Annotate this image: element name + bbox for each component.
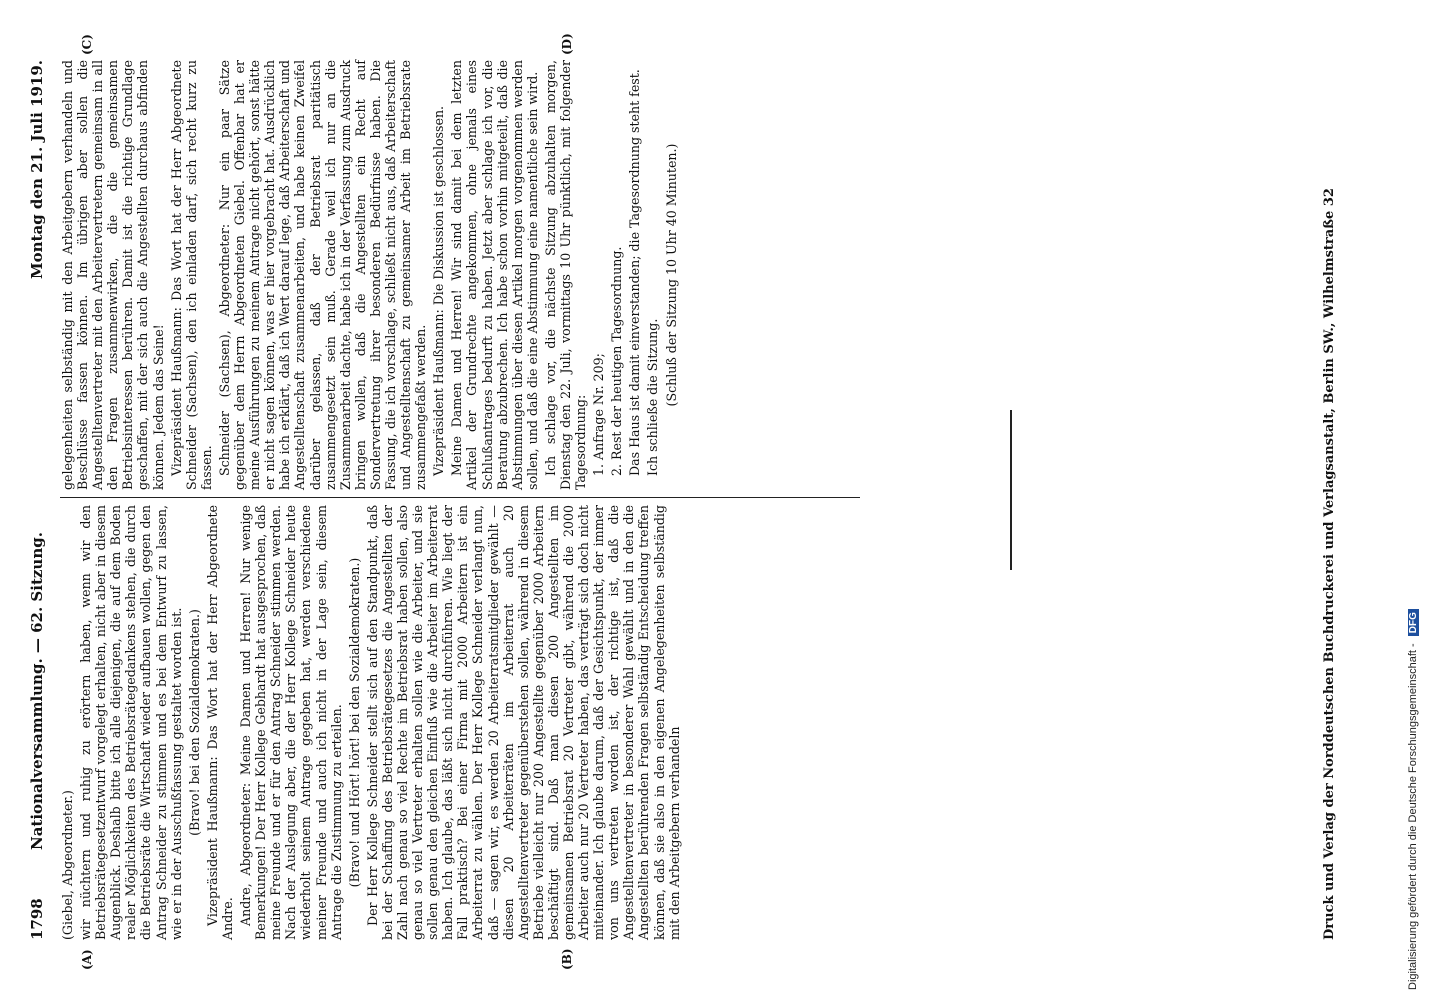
paragraph: Schneider (Sachsen), Abgeordneter: Nur ein paar Sätze gegenüber dem Herrn Abgeordneten Giebel. Offenbar hat er meine Ausführungen zu meinem Antrage nicht gehört, sonst hätte er nicht sagen können, was er hier vorgebracht hat. Ausdrücklich habe ich erklärt, daß ich Wert darauf lege, daß Arbeiterschaft und Angestelltenschaft zusammenarbeiten, und habe keinen Zweifel darüber gelassen, daß der Betriebsrat paritätisch zusammengesetzt sein muß. Gerade weil ich nur an die Zusammenarbeit dachte, habe ich in der Verfassung zum Ausdruck bringen wollen, daß die Angestellten ein Recht auf Sondervertretung ihrer besonderen Bedürfnisse haben. Die Fassung, die ich vorschlage, schließt nicht aus, daß Arbeiterschaft und Angestelltenschaft zu gemeinsamer Arbeit im Betriebsrate zusammengefaßt werden.: [216, 60, 429, 490]
paragraph: Ich schließe die Sitzung.: [645, 318, 661, 476]
paragraph: wir nüchtern und ruhig zu erörtern haben, wenn wir den Betriebsrätegesetzentwurf vorgelegt erhalten, nicht aber in diesem Augenblick. Deshalb bitte ich alle diejenigen, die auf dem Boden realer Möglichkeiten des Betriebsrätegedankens stehen, die durch die Betriebsräte die Wirtschaft wieder aufbauen wollen, gegen den Antrag Schneider zu stimmen und es bei dem Entwurf zu lassen, wie er in der Ausschußfassung gestaltet worden ist.: [78, 505, 184, 940]
margin-marker-d: (D): [560, 33, 574, 55]
header-date: Montag den 21. Juli 1919.: [28, 60, 46, 279]
running-header: [28, 60, 54, 940]
paragraph: Ich schlage vor, die nächste Sitzung abzuhalten morgen, Dienstag den 22. Juli, vormittags 10 Uhr pünktlich, mit folgender Tagesordnung:: [542, 60, 589, 490]
digitization-credit: [1407, 0, 1419, 990]
closing-note: (Schluß der Sitzung 10 Uhr 40 Minuten.): [663, 143, 679, 407]
column-divider: [60, 497, 860, 498]
agenda-item: 1. Anfrage Nr. 209;: [591, 353, 607, 476]
paragraph: Meine Damen und Herren! Wir sind damit bei dem letzten Artikel der Grundrechte angekommen, ohne jemals eines Schlußantrages bedurft zu haben. Jetzt aber schlage ich vor, die Beratung abzubrechen. Ich habe schon vorhin mitgeteilt, daß die Abstimmungen über diesen Artikel morgen vorgenommen werden sollen, und daß die eine Abstimmung eine namentliche sein wird.: [449, 60, 540, 490]
end-rule: [1010, 410, 1012, 570]
paragraph: Vizepräsident Haußmann: Das Wort hat der Herr Abgeordnete Andre.: [204, 505, 235, 940]
agenda-item: 2. Rest der heutigen Tagesordnung.: [609, 246, 625, 476]
printer-imprint: Druck und Verlag der Norddeutschen Buchdruckerei und Verlagsanstalt, Berlin SW., Wilhelmstraße 32: [1322, 188, 1337, 940]
margin-marker-b: (B): [560, 948, 574, 970]
speaker-continuation: (Giebel, Abgeordneter.): [60, 790, 75, 940]
page-number: 1798: [28, 898, 46, 940]
digitization-note: Digitalisierung gefördert durch die Deutsche Forschungsgemeinschaft -: [1407, 643, 1419, 990]
paragraph: Andre, Abgeordneter: Meine Damen und Herren! Nur wenige Bemerkungen! Der Herr Kollege Gebhardt hat ausgesprochen, daß meine Freunde und er für den Antrag Schneider stimmen werden. Nach der Auslegung aber, die der Herr Kollege Schneider heute wiederholt seinem Antrage gegeben hat, werden verschiedene meiner Freunde und auch ich nicht in der Lage sein, diesem Antrage die Zustimmung zu erteilen.: [238, 505, 344, 940]
margin-marker-c: (C): [80, 34, 94, 55]
header-title: Nationalversammlung. — 62. Sitzung.: [28, 532, 46, 850]
margin-marker-a: (A): [80, 949, 94, 970]
dfg-logo: DFG: [1408, 609, 1419, 636]
paragraph: gelegenheiten selbständig mit den Arbeitgebern verhandeln und Beschlüsse fassen können. Im übrigen aber sollen die Angestelltenvertreter mit den Arbeitervertretern gemeinsam in all den Fragen zusammenwirken, die die gemeinsamen Betriebsinteressen berühren. Damit ist die richtige Grundlage geschaffen, mit der sich auch die Angestellten durchaus abfinden können. Jedem das Seine!: [60, 60, 166, 490]
paragraph: Das Haus ist damit einverstanden; die Tagesordnung steht fest.: [627, 69, 643, 476]
interjection: (Bravo! bei den Sozialdemokraten.): [186, 609, 202, 836]
paragraph: Der Herr Kollege Schneider stellt sich auf den Standpunkt, daß bei der Schaffung des Betriebsrätegesetzes die Angestellten der Zahl nach genau so viel Rechte im Betriebsrat haben sollen, also genau so viel Vertreter erhalten sollen wie die Arbeiter, und sie sollen genau den gleichen Einfluß wie die Arbeiter im Arbeiterrat haben. Ich glaube, das läßt sich nicht durchführen. Wie liegt der Fall praktisch? Bei einer Firma mit 2000 Arbeitern ist ein Arbeiterrat zu wählen. Der Herr Kollege Schneider verlangt nun, daß — sagen wir, es werden 20 Arbeiterratsmitglieder gewählt — diesen 20 Arbeiterräten im Arbeiterrat auch 20 Angestelltenvertreter gegenüberstehen sollen, während in diesem Betriebe vielleicht nur 200 Angestellte gegenüber 2000 Arbeitern beschäftigt sind. Daß man diesen 200 Angestellten im gemeinsamen Betriebsrat 20 Vertreter gibt, während die 2000 Arbeiter auch nur 20 Vertreter haben, das verträgt sich doch nicht miteinander. Ich glaube darum, daß der Gesichtspunkt, der immer von uns vertreten worden ist, der richtige ist, daß die Angestelltenvertreter in besonderer Wahl gewählt und in den die Angestellten berührenden Fragen selbständig Entscheidung treffen können, daß sie also in den eigenen Angelegenheiten selbständig mit den Arbeitgebern verhandeln: [364, 505, 682, 940]
interjection: (Bravo! und Hört! hört! bei den Sozialdemokraten.): [346, 557, 362, 888]
text-column-right: [60, 60, 682, 490]
paragraph: Vizepräsident Haußmann: Die Diskussion ist geschlossen.: [431, 105, 447, 476]
paragraph: Vizepräsident Haußmann: Das Wort hat der Herr Abgeordnete Schneider (Sachsen), den ich einladen darf, sich recht kurz zu fassen.: [168, 60, 214, 490]
text-column-left: [60, 505, 685, 940]
